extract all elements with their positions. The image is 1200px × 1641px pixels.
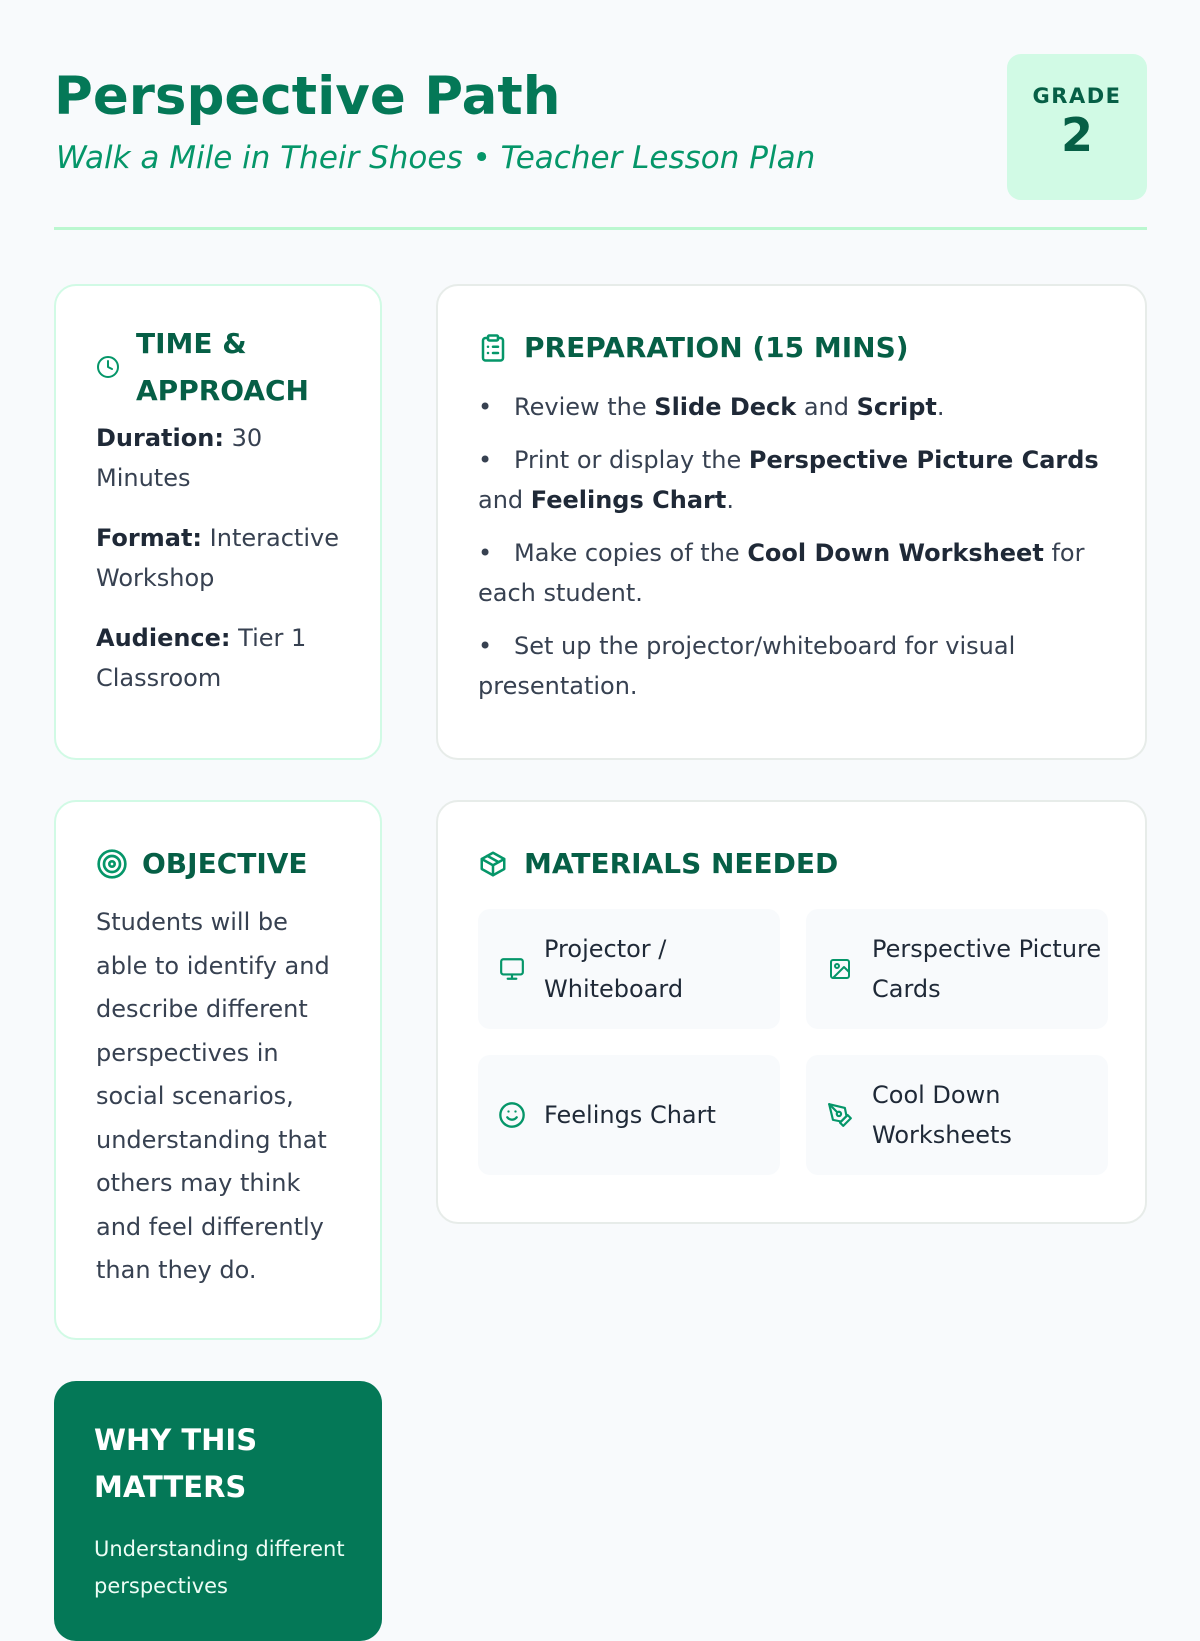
- why-this-matters-card: [54, 1381, 382, 1641]
- objective-title: OBJECTIVE: [142, 847, 308, 880]
- prep-text: .: [936, 393, 945, 421]
- smile-icon: [498, 1101, 526, 1129]
- prep-bold: Perspective Picture Cards: [748, 446, 1099, 474]
- list-item: [478, 440, 1105, 520]
- time-approach-card: [54, 284, 382, 760]
- duration-line: [96, 418, 346, 498]
- page-title: Perspective Path: [54, 66, 561, 127]
- audience-value: Tier 1 Classroom: [96, 624, 307, 692]
- audience-line: [96, 618, 346, 698]
- materials-header: [478, 840, 1105, 887]
- bullet: •: [478, 539, 493, 567]
- bullet: •: [478, 632, 493, 660]
- prep-text: Print or display the: [514, 446, 749, 474]
- material-label: Cool Down Worksheets: [872, 1081, 1012, 1149]
- material-label: Perspective Picture Cards: [872, 935, 1102, 1003]
- monitor-icon: [498, 955, 526, 983]
- page-subtitle: Walk a Mile in Their Shoes • Teacher Lesson Plan: [56, 140, 816, 176]
- why-text: Understanding different perspectives: [94, 1537, 345, 1598]
- prep-text: Review the: [514, 393, 655, 421]
- prep-text: and: [796, 393, 857, 421]
- format-label: Format:: [96, 524, 203, 552]
- materials-title: MATERIALS NEEDED: [524, 847, 839, 880]
- preparation-list: [478, 387, 1105, 706]
- list-item: [478, 533, 1105, 613]
- list-item: [478, 626, 1105, 706]
- prep-text: for each student.: [478, 539, 1085, 607]
- materials-card: [436, 800, 1147, 1224]
- list-item: [478, 387, 1105, 427]
- material-item-projector: [478, 909, 780, 1029]
- material-label: Projector / Whiteboard: [544, 935, 684, 1003]
- grade-badge: [1007, 54, 1147, 200]
- prep-text: and: [478, 486, 531, 514]
- package-icon: [478, 849, 508, 879]
- preparation-header: [478, 324, 1105, 371]
- duration-value: 30 Minutes: [96, 424, 263, 492]
- prep-text: .: [726, 486, 734, 514]
- preparation-title: PREPARATION (15 MINS): [524, 331, 909, 364]
- grade-value: 2: [1060, 108, 1093, 162]
- bullet: •: [478, 393, 493, 421]
- prep-bold: Script: [856, 393, 937, 421]
- prep-text: Make copies of the: [514, 539, 748, 567]
- clock-icon: [96, 355, 120, 379]
- prep-bold: Slide Deck: [654, 393, 797, 421]
- clipboard-list-icon: [478, 333, 508, 363]
- prep-text: Set up the projector/whiteboard for visual presentation.: [478, 632, 1016, 700]
- page-header: [54, 54, 1147, 230]
- image-icon: [826, 955, 854, 983]
- objective-header: [96, 840, 346, 887]
- format-value: Interactive Workshop: [96, 524, 339, 592]
- format-line: [96, 518, 346, 598]
- target-icon: [96, 848, 128, 880]
- pen-tool-icon: [826, 1101, 854, 1129]
- objective-card: [54, 800, 382, 1340]
- material-item-feelings-chart: [478, 1055, 780, 1175]
- why-title: WHY THIS MATTERS: [94, 1423, 258, 1504]
- bullet: •: [478, 446, 493, 474]
- audience-label: Audience:: [96, 624, 231, 652]
- prep-bold: Feelings Chart: [530, 486, 727, 514]
- prep-bold: Cool Down Worksheet: [747, 539, 1044, 567]
- time-approach-title: TIME & APPROACH: [136, 327, 309, 407]
- material-label: Feelings Chart: [544, 1101, 716, 1129]
- time-approach-header: [96, 320, 346, 414]
- material-item-worksheets: [806, 1055, 1108, 1175]
- preparation-card: [436, 284, 1147, 760]
- material-item-picture-cards: [806, 909, 1108, 1029]
- objective-text: Students will be able to identify and describe different perspectives in social scenarios, understanding that others may think and feel differently than they do.: [96, 908, 330, 1284]
- materials-grid: [478, 909, 1105, 1179]
- grade-label: GRADE: [1032, 84, 1122, 108]
- duration-label: Duration:: [96, 424, 224, 452]
